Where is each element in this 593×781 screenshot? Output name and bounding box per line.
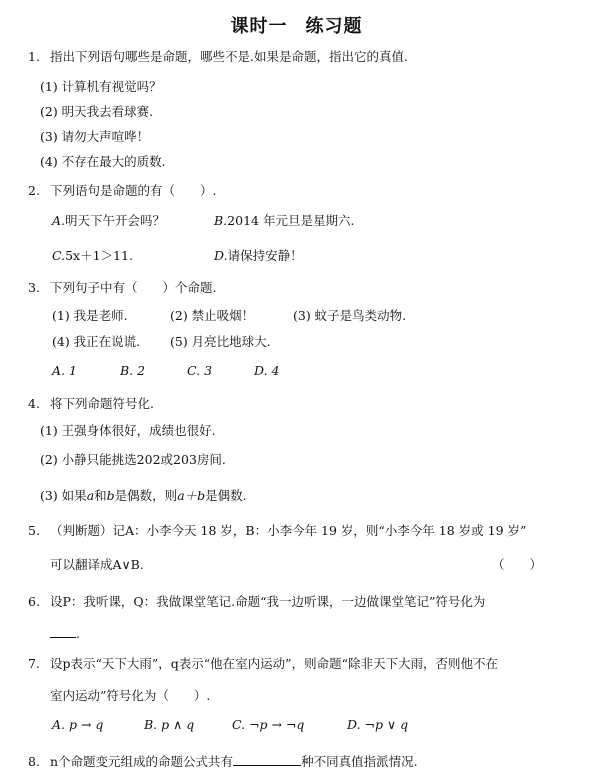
q2-option-d-text: 请保持安静！ [227,248,303,263]
q4-item-3-and: 和 [94,488,107,503]
q2-option-b-letter: B. [214,213,228,228]
q6-number: 6. [28,594,40,609]
q1-item-4: (4) 不存在最大的质数. [40,154,166,169]
q1-number: 1. [28,49,40,64]
q7-line-2: 室内运动”符号化为（ ）. [50,688,211,703]
q4-stem: 将下列命题符号化. [50,396,154,411]
q2-option-c [52,248,133,264]
page-title [0,12,593,38]
q6-line-1: 设P：我听课，Q：我做课堂笔记.命题“我一边听课，一边做课堂笔记”符号化为 [50,594,486,609]
title-part2: 练习题 [305,16,363,37]
q5-line-1: （判断题）记A：小李今天 18 岁，B：小李今年 19 岁，则“小李今年 18 岁或 19 岁” [50,523,527,538]
q4-item-3 [40,488,247,504]
q4-expr: a＋b [177,488,206,503]
q8-line [50,754,418,770]
q4-item-3-post: 是偶数. [205,488,247,503]
q3-option-b: B. 2 [120,363,146,378]
q1-stem: 指出下列语句哪些是命题，哪些不是.如果是命题，指出它的真值. [50,49,408,64]
q1-item-1: (1) 计算机有视觉吗？ [40,79,162,94]
q8-post: 种不同真值指派情况. [301,754,418,769]
q2-option-d [214,248,303,264]
q5-number: 5. [28,523,40,538]
q3-option-a: A. 1 [52,363,77,378]
q5-answer-paren: （ ） [492,557,543,572]
q2-option-a-letter: A. [52,213,66,228]
q2-option-c-text: 5x＋1＞11. [65,248,133,263]
q7-number: 7. [28,656,40,671]
q1-item-3: (3) 请勿大声喧哗！ [40,129,150,144]
q7-option-c: C. ¬p → ¬q [232,717,305,732]
q3-number: 3. [28,280,40,295]
q4-item-1: (1) 王强身体很好，成绩也很好. [40,423,216,438]
q4-item-2: (2) 小静只能挑选202或203房间. [40,452,226,467]
q7-option-a: A. p → q [52,717,104,732]
q3-item-2: (2) 禁止吸烟！ [170,308,255,323]
q4-var-b: b [106,488,115,503]
q2-option-a-text: 明天下午开会吗？ [65,213,166,228]
q3-option-c: C. 3 [187,363,213,378]
q8-pre: n个命题变元组成的命题公式共有 [50,754,234,769]
q3-item-4: (4) 我正在说谎. [52,334,141,349]
q2-option-b-text: 2014 年元旦是星期六. [227,213,355,228]
q7-option-b: B. p ∧ q [144,717,195,732]
q2-option-a [52,213,165,229]
q2-option-d-letter: D. [214,248,228,263]
q6-line-2-end: . [76,626,80,641]
q5-line-2: 可以翻译成A∨B. [50,557,144,572]
q8-number: 8. [28,754,40,769]
title-part1: 课时一 [230,16,288,37]
q2-option-c-letter: C. [52,248,66,263]
q3-item-5: (5) 月亮比地球大. [170,334,271,349]
q4-number: 4. [28,396,40,411]
q8-blank[interactable] [233,754,301,766]
q3-item-3: (3) 蚊子是鸟类动物. [293,308,407,323]
q2-option-b [214,213,354,229]
q6-blank[interactable] [50,626,76,638]
q2-number: 2. [28,183,40,198]
q4-var-a: a [86,488,95,503]
q7-line-1: 设p表示“天下大雨”，q表示“他在室内运动”，则命题“除非天下大雨，否则他不在 [50,656,498,671]
q7-option-d: D. ¬p ∨ q [347,717,409,732]
q1-item-2: (2) 明天我去看球赛. [40,104,154,119]
q3-option-d: D. 4 [254,363,280,378]
q3-stem: 下列句子中有（ ）个命题. [50,280,217,295]
q3-item-1: (1) 我是老师. [52,308,128,323]
q2-stem: 下列语句是命题的有（ ）. [50,183,217,198]
q4-item-3-mid: 是偶数，则 [114,488,178,503]
q6-answer-line [50,626,80,642]
q4-item-3-pre: (3) 如果 [40,488,87,503]
